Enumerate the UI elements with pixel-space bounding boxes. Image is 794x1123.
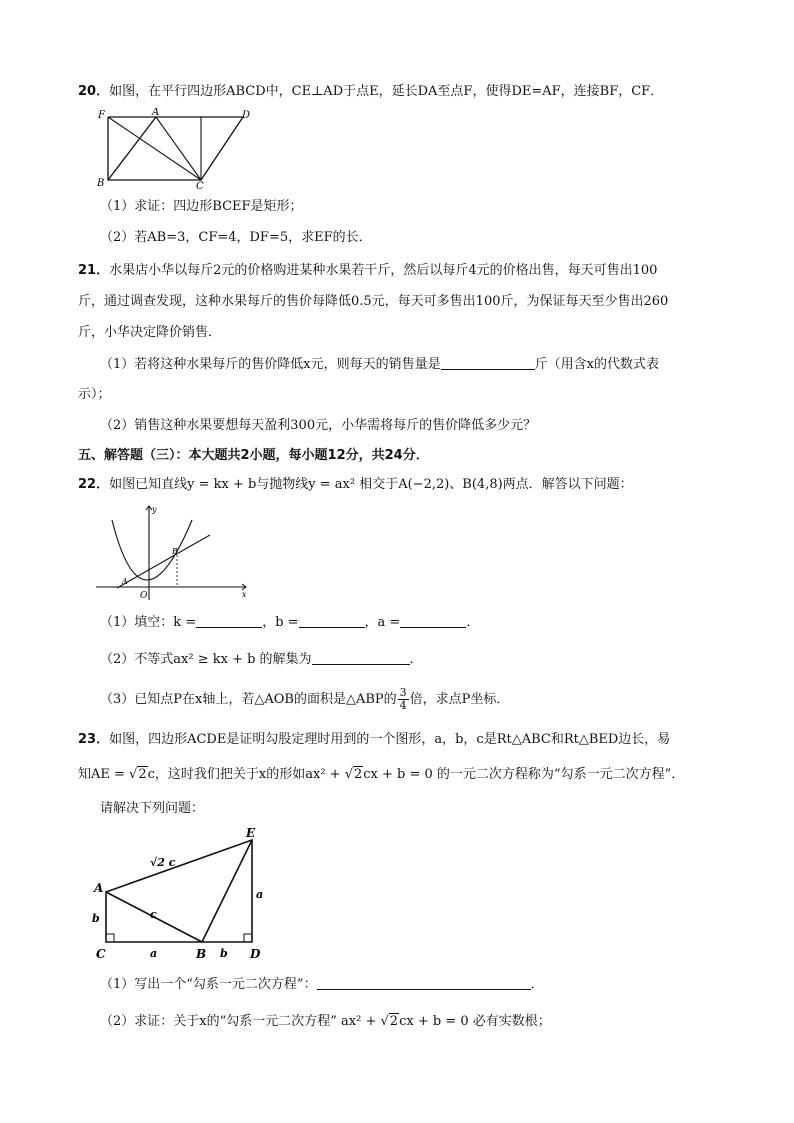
q23-part1-blank[interactable] bbox=[317, 975, 531, 990]
q22-label-B: B bbox=[172, 547, 178, 556]
q21-part1-text: （1）若将这种水果每斤的售价降低x元，则每天的销售量是 bbox=[100, 357, 441, 372]
q20-figure bbox=[96, 108, 256, 190]
q22-label-y: y bbox=[152, 505, 157, 514]
q21-part2: （2）销售这种水果要想每天盈利300元，小华需将每斤的售价降低多少元？ bbox=[100, 418, 537, 433]
q23-label-side-a2: a bbox=[256, 888, 264, 901]
q20-part1: （1）求证：四边形BCEF是矩形； bbox=[100, 199, 303, 214]
q22-blank-k[interactable] bbox=[196, 613, 262, 628]
q23-line2-c: cx + b = 0 的一元二次方程称为“勾系一元二次方程”． bbox=[363, 767, 685, 782]
q21-part1-cont: 示）； bbox=[78, 387, 111, 402]
q22-stem-text: 如图已知直线y = kx + b与抛物线y = ax² 相交于A(−2,2)、B(4,8)两点．解答以下问题： bbox=[109, 477, 633, 492]
q21-line2: 斤，通过调查发现，这种水果每斤的售价每降低0.5元，每天可多售出100斤，为保证每天至少售出260 bbox=[78, 294, 669, 309]
q21-part1-blank[interactable] bbox=[441, 355, 535, 370]
q23-line3: 请解决下列问题： bbox=[100, 801, 205, 816]
q23-part2-sqrt: √2 bbox=[380, 1014, 399, 1029]
q23-label-B: B bbox=[196, 947, 207, 961]
q23-part2-sqrt-rad: 2 bbox=[389, 1014, 399, 1029]
q23-line2-b: c，这时我们把关于x的形如ax² + bbox=[147, 767, 341, 782]
q22-part1-a: ，a = bbox=[364, 615, 401, 630]
q23-sqrt-rad-2: 2 bbox=[354, 767, 363, 782]
q22-part2 bbox=[100, 650, 423, 669]
q23-line2 bbox=[78, 766, 684, 784]
q23-line2-a: 知AE = bbox=[78, 767, 125, 782]
q20-part2: （2）若AB=3，CF=4，DF=5，求EF的长． bbox=[100, 230, 372, 245]
q21-number: 21． bbox=[78, 263, 110, 278]
q23-label-C: C bbox=[96, 947, 106, 961]
q20-number: 20． bbox=[78, 84, 110, 99]
q23-label-side-a: a bbox=[150, 947, 158, 960]
q23-label-side-c: c bbox=[150, 908, 157, 921]
q20-stem bbox=[78, 83, 663, 101]
q22-fraction bbox=[398, 687, 409, 712]
q22-part2-text: （2）不等式ax² ≥ kx + b 的解集为 bbox=[100, 652, 312, 667]
q23-part1-end: ． bbox=[530, 977, 544, 992]
q21-part1-text-b: 斤（用含x的代数式表 bbox=[534, 357, 659, 372]
q22-part3 bbox=[100, 686, 509, 714]
q20-label-A: A bbox=[152, 108, 160, 118]
q23-label-A: A bbox=[94, 881, 104, 895]
q22-part3-text-b: 倍，求点P坐标． bbox=[409, 692, 510, 707]
q22-part1-b: ，b = bbox=[262, 615, 299, 630]
q20-stem-text: 如图，在平行四边形ABCD中，CE⊥AD于点E，延长DA至点F，使得DE=AF，连接BF，CF． bbox=[109, 84, 664, 99]
q23-number: 23． bbox=[78, 732, 110, 747]
q21-line1 bbox=[78, 262, 657, 280]
q22-stem bbox=[78, 476, 633, 494]
q23-label-side-b: b bbox=[220, 947, 228, 960]
q23-part1 bbox=[100, 975, 544, 994]
q22-figure bbox=[92, 500, 252, 602]
q20-label-B: B bbox=[97, 178, 105, 189]
q20-label-F: F bbox=[98, 110, 105, 121]
q20-label-C: C bbox=[196, 181, 204, 190]
q22-blank-solution[interactable] bbox=[312, 650, 410, 665]
section-5-heading: 五、解答题（三）：本大题共2小题，每小题12分，共24分． bbox=[78, 448, 429, 463]
q22-fraction-num: 3 bbox=[399, 686, 407, 699]
q23-part2-text: （2）求证：关于x的“勾系一元二次方程” ax² + bbox=[100, 1014, 377, 1029]
q23-line1-text: 如图，四边形ACDE是证明勾股定理时用到的一个图形，a，b，c是Rt△ABC和Rt△BED边长，易 bbox=[109, 732, 671, 747]
q22-label-x: x bbox=[242, 590, 247, 599]
q22-number: 22． bbox=[78, 477, 110, 492]
q22-part1-k: （1）填空：k = bbox=[100, 615, 197, 630]
q23-sqrt: √2 bbox=[129, 767, 147, 782]
q23-part2-text-b: cx + b = 0 必有实数根； bbox=[399, 1014, 551, 1029]
q22-part3-text: （3）已知点P在x轴上，若△AOB的面积是△ABP的 bbox=[100, 692, 397, 707]
q22-part1 bbox=[100, 613, 479, 632]
q22-part1-end: ． bbox=[466, 615, 480, 630]
q22-part2-end: ． bbox=[409, 652, 423, 667]
q23-sqrt-rad: 2 bbox=[138, 767, 147, 782]
q23-figure bbox=[90, 826, 280, 966]
q22-fraction-den: 4 bbox=[399, 699, 407, 712]
q23-part1-text: （1）写出一个“勾系一元二次方程”： bbox=[100, 977, 317, 992]
q21-line1-text: 水果店小华以每斤2元的价格购进某种水果若干斤，然后以每斤4元的价格出售，每天可售出100 bbox=[109, 263, 658, 278]
q23-label-E: E bbox=[246, 826, 256, 840]
q23-label-D: D bbox=[250, 947, 261, 961]
q23-sqrt-2: √2 bbox=[344, 767, 363, 782]
q23-label-side-sqrt2c: √2 c bbox=[150, 856, 176, 869]
q23-label-side-b2: b bbox=[92, 912, 100, 925]
q21-part1 bbox=[100, 355, 659, 374]
q21-line3: 斤，小华决定降价销售． bbox=[78, 325, 222, 340]
q23-line1 bbox=[78, 731, 670, 749]
q23-part2 bbox=[100, 1013, 551, 1031]
q22-label-O: O bbox=[140, 591, 148, 601]
q22-label-A: A bbox=[122, 577, 128, 586]
q20-label-D: D bbox=[242, 110, 251, 121]
q22-blank-a[interactable] bbox=[400, 613, 466, 628]
q22-blank-b[interactable] bbox=[299, 613, 365, 628]
